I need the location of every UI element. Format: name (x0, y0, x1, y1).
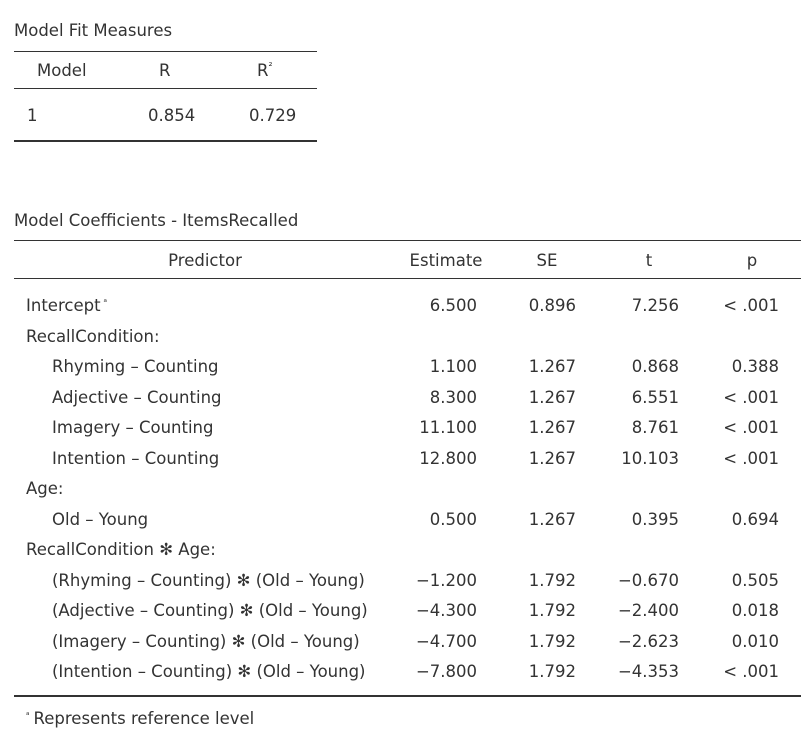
coef-cell-se: 1.267 (528, 418, 576, 437)
coef-header-se: SE (536, 251, 558, 270)
fit-cell-r2: 0.729 (249, 106, 297, 125)
coef-cell-p: < .001 (723, 449, 779, 468)
coef-row-label-text: Age: (26, 479, 64, 498)
coef-cell-estimate: 8.300 (429, 388, 477, 407)
fit-header-r: R (159, 61, 171, 80)
fit-table-bottom-rule (14, 140, 317, 142)
coef-row-label (26, 296, 107, 315)
coef-cell-t: 10.103 (621, 449, 679, 468)
coef-row-label-text: Old – Young (52, 510, 149, 529)
coef-cell-se: 1.792 (528, 571, 576, 590)
coef-row-label (26, 540, 216, 559)
coef-row-label-text: (Adjective – Counting) ✻ (Old – Young) (52, 601, 368, 620)
coef-row-label (52, 662, 365, 681)
coef-cell-estimate: −4.300 (415, 601, 477, 620)
coef-cell-se: 1.267 (528, 388, 576, 407)
coef-cell-estimate: −7.800 (415, 662, 477, 681)
coef-cell-estimate: 0.500 (429, 510, 477, 529)
coef-row-label (52, 357, 219, 376)
coef-cell-t: −4.353 (617, 662, 679, 681)
coef-footnote (26, 709, 254, 728)
coef-row-label (52, 418, 213, 437)
coef-row-label-text: Adjective – Counting (52, 388, 222, 407)
coef-cell-estimate: −1.200 (415, 571, 477, 590)
coef-header-predictor: Predictor (168, 251, 242, 270)
coef-row-footnote-mark: ᵃ (103, 298, 108, 308)
coef-row-label-text: Rhyming – Counting (52, 357, 219, 376)
coef-cell-se: 1.792 (528, 662, 576, 681)
coef-row-label (52, 632, 360, 651)
coef-header-rule (14, 278, 801, 279)
fit-cell-r: 0.854 (148, 106, 196, 125)
coef-cell-estimate: 11.100 (419, 418, 477, 437)
coef-cell-estimate: 12.800 (419, 449, 477, 468)
coef-cell-p: 0.505 (731, 571, 779, 590)
coef-cell-t: 8.761 (631, 418, 679, 437)
coef-row-label (26, 479, 63, 498)
coef-cell-p: < .001 (723, 388, 779, 407)
coef-cell-t: −0.670 (617, 571, 679, 590)
coef-row-label-text: Imagery – Counting (52, 418, 214, 437)
fit-cell-model: 1 (27, 106, 38, 125)
coef-row-label (52, 601, 368, 620)
coef-cell-se: 1.267 (528, 357, 576, 376)
coef-row-label-text: RecallCondition: (26, 327, 160, 346)
coef-cell-se: 1.267 (528, 449, 576, 468)
coef-cell-t: 0.868 (631, 357, 679, 376)
coef-table-bottom-rule (14, 695, 801, 697)
coef-cell-p: 0.388 (731, 357, 779, 376)
coef-cell-estimate: −4.700 (415, 632, 477, 651)
coef-row-label-text: RecallCondition ✻ Age: (26, 540, 216, 559)
footnote-text: Represents reference level (33, 709, 255, 728)
fit-header-r2-sup: ² (268, 61, 273, 73)
coef-cell-p: 0.018 (731, 601, 779, 620)
coef-cell-t: 6.551 (631, 388, 679, 407)
footnote-mark: ᵃ (26, 711, 30, 721)
coef-table-title: Model Coefficients - ItemsRecalled (14, 211, 299, 230)
coef-cell-t: −2.400 (617, 601, 679, 620)
coef-cell-se: 1.267 (528, 510, 576, 529)
coef-row-label (52, 571, 365, 590)
coef-cell-se: 1.792 (528, 601, 576, 620)
coef-cell-se: 0.896 (528, 296, 576, 315)
fit-header-rule (14, 88, 317, 89)
coef-table-top-rule (14, 240, 801, 241)
coef-header-p: p (746, 251, 758, 270)
coef-row-label (52, 449, 219, 468)
fit-header-r2-base: R (257, 61, 269, 80)
coef-cell-t: −2.623 (617, 632, 679, 651)
coef-cell-estimate: 1.100 (429, 357, 477, 376)
coef-cell-p: 0.010 (731, 632, 779, 651)
coef-cell-p: < .001 (723, 296, 779, 315)
coef-row-label-text: Intention – Counting (52, 449, 220, 468)
coef-row-label (52, 388, 222, 407)
coef-cell-se: 1.792 (528, 632, 576, 651)
coef-row-label-text: (Imagery – Counting) ✻ (Old – Young) (52, 632, 360, 651)
fit-table-title: Model Fit Measures (14, 21, 173, 40)
coef-row-label (26, 327, 160, 346)
coef-cell-t: 0.395 (631, 510, 679, 529)
coef-header-t: t (645, 251, 653, 270)
coef-row-label-text: Intercept (26, 296, 101, 315)
coef-row-label (52, 510, 148, 529)
coef-cell-t: 7.256 (631, 296, 679, 315)
fit-table-top-rule (14, 51, 317, 52)
coef-header-estimate: Estimate (409, 251, 483, 270)
coef-cell-estimate: 6.500 (429, 296, 477, 315)
coef-cell-p: 0.694 (731, 510, 779, 529)
fit-header-r2 (257, 61, 272, 80)
fit-header-model: Model (37, 61, 87, 80)
coef-cell-p: < .001 (723, 662, 779, 681)
coef-cell-p: < .001 (723, 418, 779, 437)
coef-row-label-text: (Intention – Counting) ✻ (Old – Young) (52, 662, 366, 681)
coef-row-label-text: (Rhyming – Counting) ✻ (Old – Young) (52, 571, 365, 590)
